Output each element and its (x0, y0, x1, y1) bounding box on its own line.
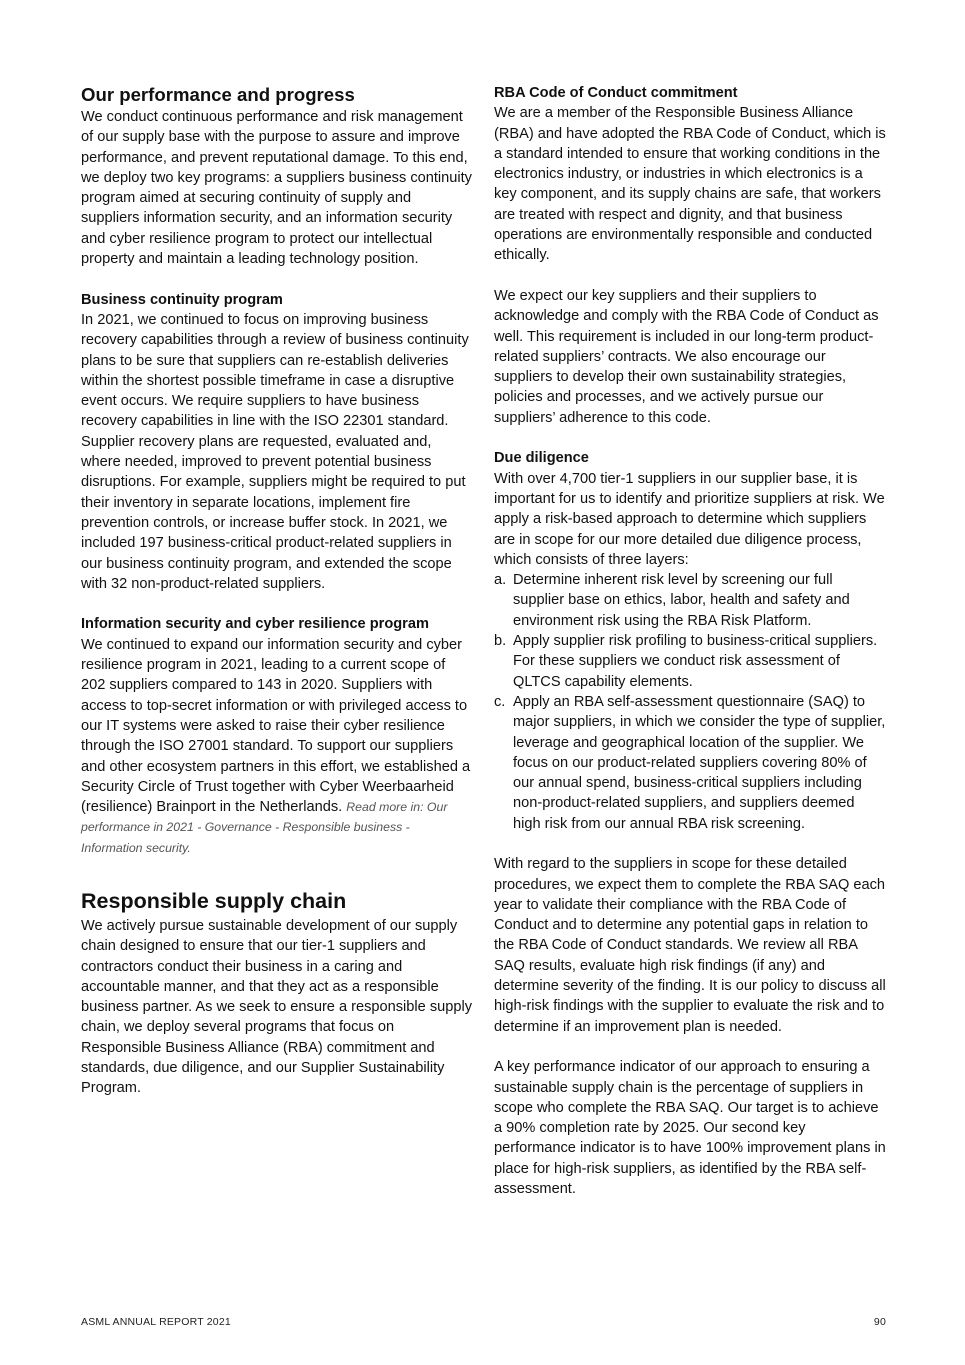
list-item (494, 570, 886, 631)
list-marker: b. (494, 633, 507, 650)
list-item (494, 692, 886, 834)
performance-paragraph: We conduct continuous performance and risk management of our supply base with the purpose to assure and improve performance, and prevent reputational damage. To this end, we deploy two key programs: a suppliers business continuity program aimed at securing continuity of supply and suppliers information security, and an information security and cyber resilience program to protect our intellectual property and maintain a leading technology position. (81, 109, 472, 268)
due-diligence-paragraph: With over 4,700 tier-1 suppliers in our supplier base, it is important for us to identify and prioritize suppliers at risk. We apply a risk-based approach to determine which suppliers are in scope for our more detailed due diligence process, which consists of three layers: (494, 470, 885, 568)
rsc-paragraph: We actively pursue sustainable development of our supply chain designed to ensure that our tier-1 suppliers and contractors conduct their business in a caring and accountable manner, and that they act as a responsible business partner. As we seek to ensure a responsible supply chain, we deploy several programs that focus on Responsible Business Alliance (RBA) commitment and standards, due diligence, and our Supplier Sustainability Program. (81, 917, 473, 1097)
due-diligence-paragraph-3: A key performance indicator of our approach to ensuring a sustainable supply chain is the percentage of suppliers in scope who complete the RBA SAQ. Our target is to achieve a 90% completion rate by 2025. Our second key performance indicator is to have 100% improvement plans in place for high-risk suppliers, as identified by the RBA self-assessment. (494, 1059, 886, 1198)
isc-heading: Information security and cyber resilience program (81, 616, 429, 633)
rba-paragraph-2: We expect our key suppliers and their suppliers to acknowledge and comply with the RBA Code of Conduct as well. This requirement is included in our long-term product-related suppliers’ contracts. We also encourage our suppliers to develop their own sustainability strategies, policies and processes, and we actively pursue our suppliers’ adherence to this code. (494, 287, 879, 426)
bcp-paragraph: In 2021, we continued to focus on improving business recovery capabilities through a review of business continuity plans to be sure that suppliers can re-establish deliveries within the shortest possible timeframe in case a disruptive event occurs. We require suppliers to have business recovery capabilities in line with the ISO 22301 standard. Supplier recovery plans are requested, evaluated and, where needed, improved to prevent potential business disruptions. For example, suppliers might be required to put their inventory in separate locations, implement fire prevention controls, or increase buffer stock. In 2021, we included 197 business-critical product-related suppliers in our business continuity program, and extended the scope with 32 non-product-related suppliers. (81, 311, 469, 592)
list-item-text: Apply an RBA self-assessment questionnaire (SAQ) to major suppliers, in which we consider the type of supplier, leverage and geographical location of the supplier. We focus on our product-related suppliers covering 80% of our annual spend, business-critical suppliers including non-product-related suppliers, and suppliers deemed high risk from our annual RBA risk screening. (513, 693, 886, 832)
performance-heading: Our performance and progress (81, 84, 355, 105)
rba-heading: RBA Code of Conduct commitment (494, 85, 738, 101)
due-diligence-list (494, 570, 886, 834)
list-item (494, 631, 886, 692)
left-column (81, 83, 473, 1099)
page-number: 90 (873, 1316, 886, 1328)
list-marker: a. (494, 572, 507, 589)
list-marker: c. (494, 693, 506, 710)
responsible-supply-chain-heading: Responsible supply chain (81, 888, 347, 913)
rba-paragraph: We are a member of the Responsible Business Alliance (RBA) and have adopted the RBA Code of Conduct, which is a standard intended to ensure that working conditions in the electronics industry, or industries in which electronics is a key component, and its supply chains are safe, that workers are treated with respect and dignity, and that business operations are environmentally responsible and conducted ethically. (494, 105, 886, 264)
footer-report-title: ASML ANNUAL REPORT 2021 (81, 1316, 231, 1328)
list-item-text: Determine inherent risk level by screening our full supplier base on ethics, labor, health and safety and environment risk using the RBA Risk Platform. (513, 572, 850, 629)
bcp-heading: Business continuity program (81, 291, 283, 308)
due-diligence-heading: Due diligence (494, 450, 589, 467)
isc-text: We continued to expand our information security and cyber resilience program in 2021, leading to a current scope of 202 suppliers compared to 143 in 2020. Suppliers with access to top-secret information or with privileged access to our IT systems were asked to raise their cyber resilience through the ISO 27001 standard. To support our suppliers and other ecosystem partners in this effort, we established a Security Circle of Trust together with Cyber Weerbaarheid (resilience) Brainport in the Netherlands. (81, 636, 471, 816)
list-item-text: Apply supplier risk profiling to business-critical suppliers. For these suppliers we conduct risk assessment of QLTCS capability elements. (513, 633, 878, 690)
isc-paragraph (81, 635, 473, 858)
due-diligence-paragraph-2: With regard to the suppliers in scope for these detailed procedures, we expect them to complete the RBA SAQ each year to validate their compliance with the RBA Code of Conduct and to determine any potential gaps in relation to the RBA Code of Conduct standards. We review all RBA SAQ results, evaluate high risk findings (if any) and determine severity of the finding. It is our policy to discuss all high-risk findings with the supplier to evaluate the risk and to determine if an improvement plan is needed. (494, 856, 886, 1035)
read-more-link[interactable]: Read more in: Our performance in 2021 - Governance - Responsible business - Information security. (81, 800, 448, 855)
right-column (494, 83, 886, 1199)
